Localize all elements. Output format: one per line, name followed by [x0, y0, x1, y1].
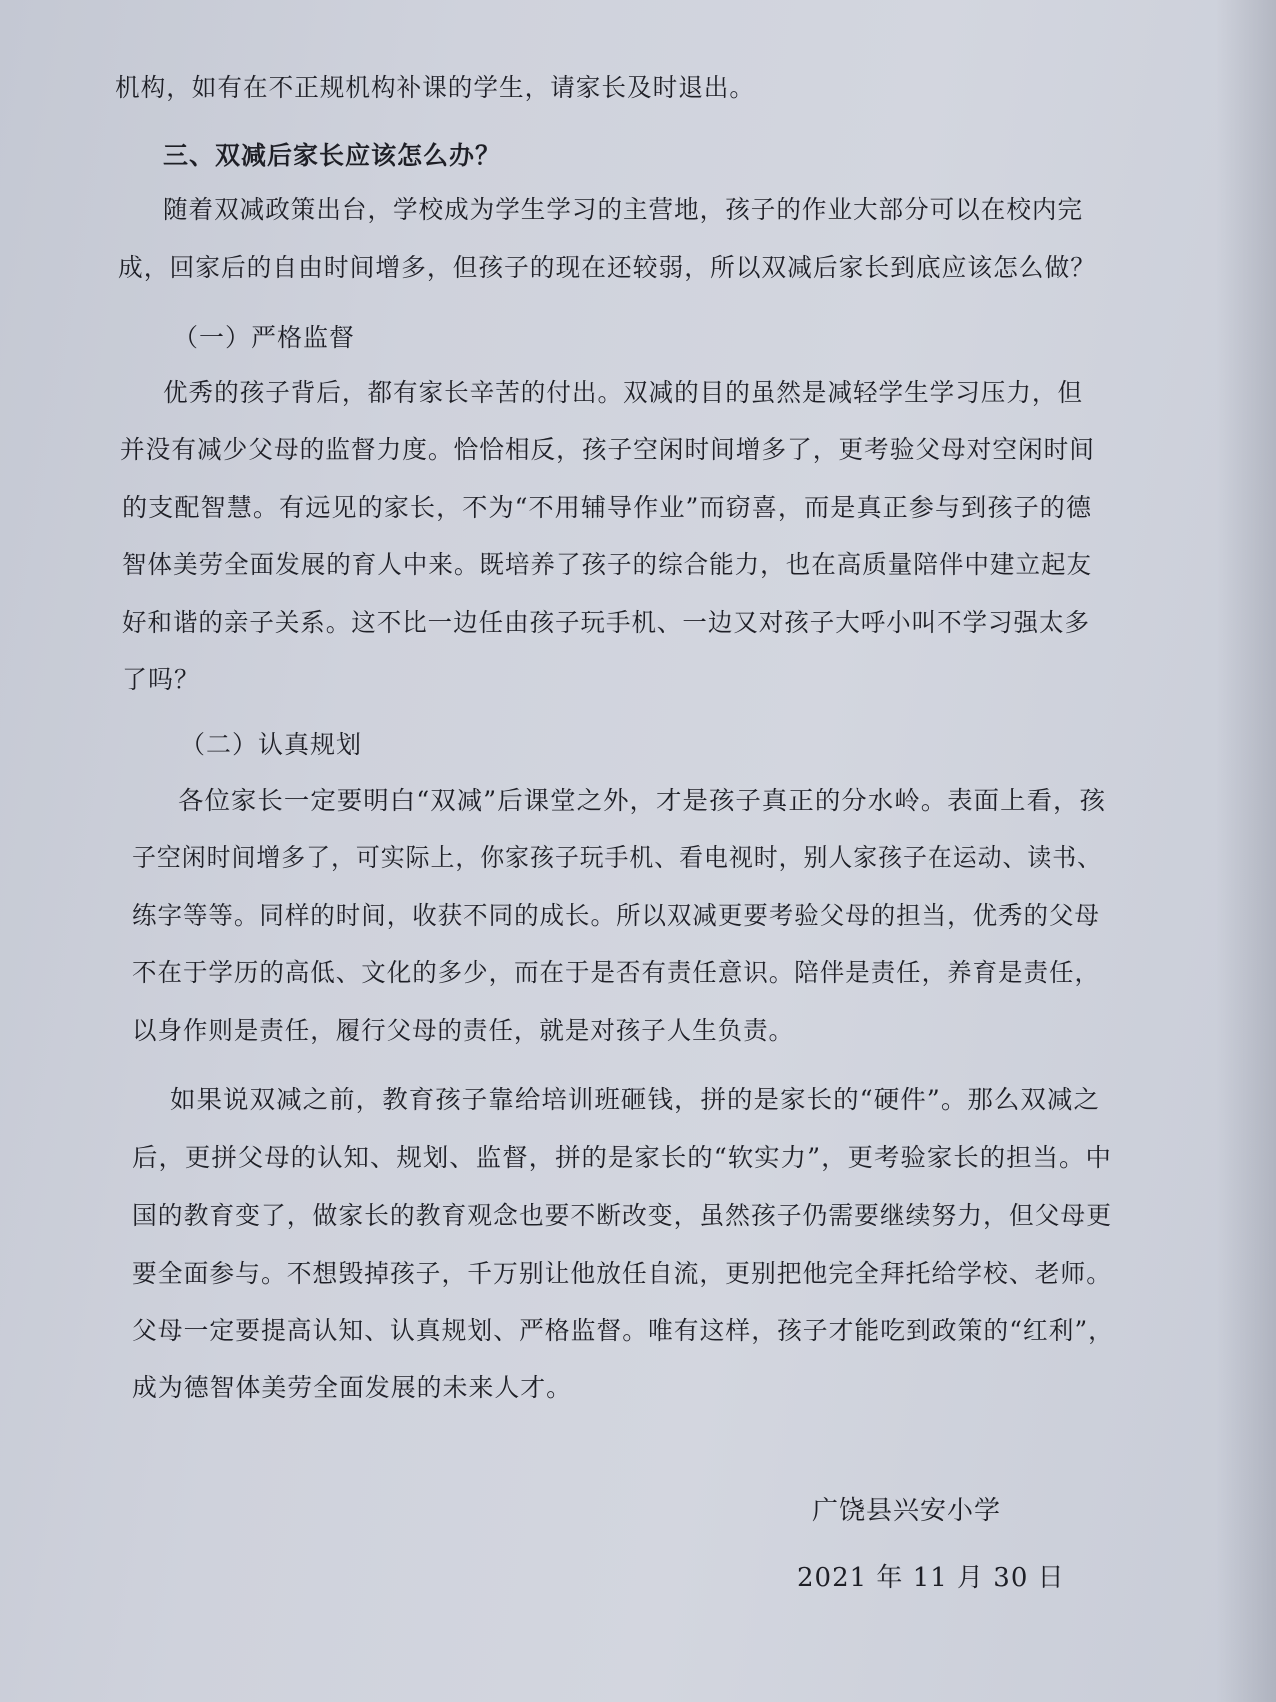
body-line: 子空闲时间增多了，可实际上，你家孩子玩手机、看电视时，别人家孩子在运动、读书、: [132, 843, 1103, 872]
body-line: 智体美劳全面发展的育人中来。既培养了孩子的综合能力，也在高质量陪伴中建立起友: [122, 550, 1093, 579]
subsection-heading: （二）认真规划: [180, 730, 363, 759]
body-line: 不在于学历的高低、文化的多少，而在于是否有责任意识。陪伴是责任，养育是责任，: [132, 958, 1100, 987]
body-line: 好和谐的亲子关系。这不比一边任由孩子玩手机、一边又对孩子大呼小叫不学习强太多: [122, 608, 1090, 637]
body-line: 了吗？: [122, 665, 201, 694]
body-line: 的支配智慧。有远见的家长，不为“不用辅导作业”而窃喜，而是真正参与到孩子的德: [122, 493, 1093, 522]
body-line: 如果说双减之前，教育孩子靠给培训班砸钱，拼的是家长的“硬件”。那么双减之: [170, 1085, 1100, 1114]
body-line: 各位家长一定要明白“双减”后课堂之外，才是孩子真正的分水岭。表面上看，孩: [178, 786, 1106, 815]
body-line: 后，更拼父母的认知、规划、监督，拼的是家长的“软实力”，更考验家长的担当。中: [132, 1143, 1112, 1172]
subsection-heading: （一）严格监督: [173, 323, 356, 352]
body-line: 父母一定要提高认知、认真规划、严格监督。唯有这样，孩子才能吃到政策的“红利”，: [132, 1316, 1114, 1345]
body-line: 要全面参与。不想毁掉孩子，千万别让他放任自流，更别把他完全拜托给学校、老师。: [132, 1259, 1113, 1288]
body-line: 优秀的孩子背后，都有家长辛苦的付出。双减的目的虽然是减轻学生学习压力，但: [163, 378, 1084, 407]
body-line: 练字等等。同样的时间，收获不同的成长。所以双减更要考验父母的担当，优秀的父母: [132, 901, 1100, 930]
body-line: 以身作则是责任，履行父母的责任，就是对孩子人生负责。: [132, 1016, 795, 1045]
body-line: 机构，如有在不正规机构补课的学生，请家长及时退出。: [115, 73, 756, 102]
body-line: 国的教育变了，做家长的教育观念也要不断改变，虽然孩子仍需要继续努力，但父母更: [132, 1201, 1113, 1230]
body-line: 随着双减政策出台，学校成为学生学习的主营地，孩子的作业大部分可以在校内完: [163, 195, 1084, 224]
body-line: 并没有减少父母的监督力度。恰恰相反，孩子空闲时间增多了，更考验父母对空闲时间: [120, 435, 1095, 464]
page-edge-shadow: [1216, 0, 1276, 1702]
document-date: 2021 年 11 月 30 日: [797, 1563, 1065, 1593]
section-heading: 三、双减后家长应该怎么办？: [163, 141, 502, 170]
school-signature: 广饶县兴安小学: [812, 1496, 1002, 1526]
body-line: 成为德智体美劳全面发展的未来人才。: [132, 1373, 572, 1402]
body-line: 成，回家后的自由时间增多，但孩子的现在还较弱，所以双减后家长到底应该怎么做？: [118, 253, 1097, 282]
